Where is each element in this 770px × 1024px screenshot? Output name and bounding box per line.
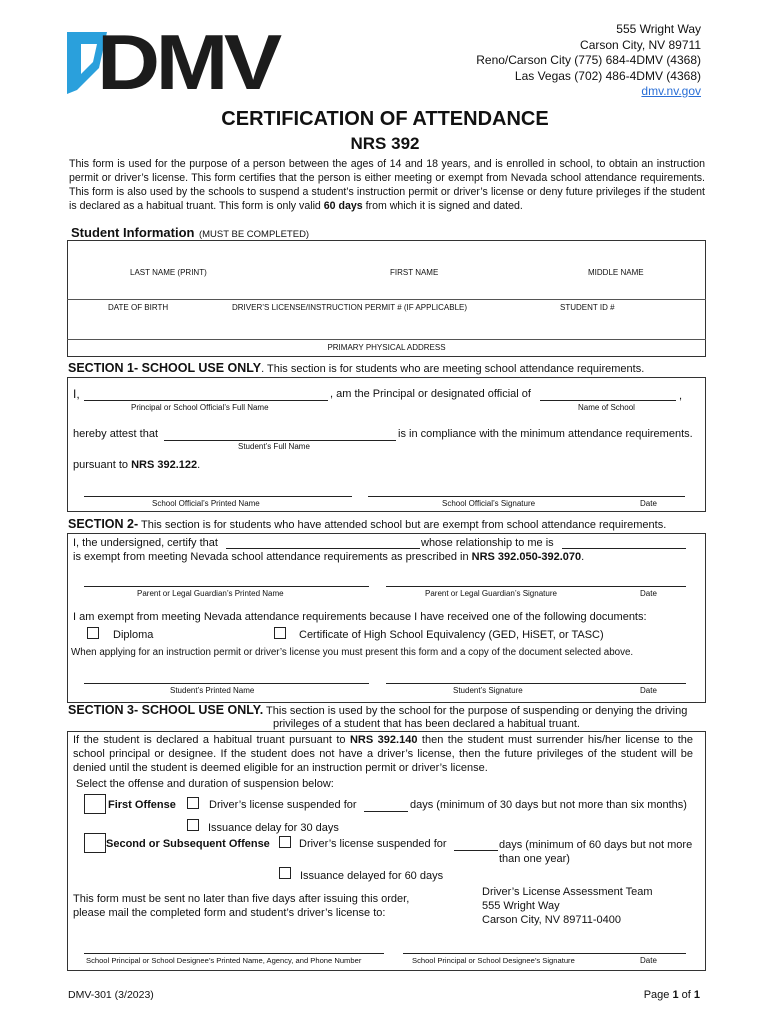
student-printed-name-field[interactable] xyxy=(84,683,369,684)
page-current: 1 xyxy=(672,989,679,1001)
intro-valid-days: 60 days xyxy=(323,200,363,212)
section2-heading xyxy=(68,517,666,531)
dob-label: DATE OF BIRTH xyxy=(108,303,169,312)
section1-title: SECTION 1- SCHOOL USE ONLY xyxy=(68,361,262,375)
first-suspended-label: Driver’s license suspended for xyxy=(209,799,357,811)
student-signature-field[interactable] xyxy=(386,683,686,684)
form-id: DMV-301 (3/2023) xyxy=(68,989,154,1001)
student-info-note: (MUST BE COMPLETED) xyxy=(198,229,310,240)
pursuant-text: pursuant to xyxy=(73,459,132,471)
student-id-fields[interactable] xyxy=(70,315,703,337)
student-name-fields[interactable] xyxy=(70,244,703,266)
intro-paragraph xyxy=(69,157,705,213)
page-number xyxy=(644,989,700,1001)
section2-present-note: When applying for an instruction permit or driver’s license you must present this form and a copy of the document selected above. xyxy=(71,647,634,658)
student-full-name-label: Student’s Full Name xyxy=(238,442,310,451)
header-address xyxy=(476,22,701,100)
guardian-printed-name-label: Parent or Legal Guardian’s Printed Name xyxy=(137,589,284,598)
designee-printed-label: School Principal or School Designee’s Printed Name, Agency, and Phone Number xyxy=(86,956,362,965)
page-total: 1 xyxy=(693,989,700,1001)
middle-name-label: MIDDLE NAME xyxy=(588,268,644,277)
section1-nrs: NRS 392.122 xyxy=(131,459,198,471)
designee-printed-field[interactable] xyxy=(84,953,384,954)
mail-line2: 555 Wright Way xyxy=(482,900,560,912)
second-delay-checkbox[interactable] xyxy=(279,867,291,879)
certified-student-field[interactable] xyxy=(226,548,420,549)
official-name-field[interactable] xyxy=(84,400,328,401)
section1-heading xyxy=(68,361,644,375)
section1-i: I, xyxy=(73,387,80,401)
relationship-field[interactable] xyxy=(562,548,686,549)
second-offense-label: Second or Subsequent Offense xyxy=(106,838,270,850)
first-delay-label: Issuance delay for 30 days xyxy=(208,822,339,834)
section1-pursuant xyxy=(73,459,200,471)
first-name-label: FIRST NAME xyxy=(390,268,439,277)
section2-desc: This section is for students who have attended school but are exempt from school attendance requirements. xyxy=(138,519,667,531)
designee-signature-label: School Principal or School Designee’s Signature xyxy=(412,956,575,965)
student-full-name-field[interactable] xyxy=(164,440,396,441)
section1-principal-text: , am the Principal or designated official of xyxy=(330,388,531,400)
section2-date-label: Date xyxy=(640,589,657,598)
address-line2: Carson City, NV 89711 xyxy=(580,37,701,52)
intro-text-before: This form is used for the purpose of a person between the ages of 14 and 18 years, and is enrolled in school, to obtain an instruction permit or driver’s license. This form certifies that the person is either meeting or exempt from Nevada school attendance requirements. This form is also used by the schools to suspend a student’s instruction permit or driver’s license or deny future privileges if the student is declared as a habitual truant. This form is only valid xyxy=(69,158,705,212)
section2-received-docs: I am exempt from meeting Nevada attendance requirements because I have received one of the following documents: xyxy=(73,611,647,623)
mailing-address xyxy=(482,885,653,927)
official-printed-name-field[interactable] xyxy=(84,496,352,497)
second-days-field[interactable] xyxy=(454,850,498,851)
first-suspended-checkbox[interactable] xyxy=(187,797,199,809)
student-printed-name-label: Student’s Printed Name xyxy=(170,686,255,695)
school-name-label: Name of School xyxy=(578,403,635,412)
first-days-text: days (minimum of 30 days but not more than six months) xyxy=(410,799,687,811)
logo-text: DMV xyxy=(97,18,278,106)
mail-line1: Driver’s License Assessment Team xyxy=(482,886,653,898)
section2-exempt xyxy=(73,551,584,563)
second-offense-box[interactable] xyxy=(84,833,106,853)
phone-reno: Reno/Carson City (775) 684-4DMV (4368) xyxy=(476,53,701,67)
section1-comma: , xyxy=(679,390,683,402)
mail-line3: Carson City, NV 89711-0400 xyxy=(482,914,621,926)
first-days-field[interactable] xyxy=(364,811,408,812)
section3-para-before: If the student is declared a habitual truant pursuant to xyxy=(73,734,350,746)
phone-vegas: Las Vegas (702) 486-4DMV (4368) xyxy=(514,68,701,83)
official-printed-name-label: School Official’s Printed Name xyxy=(152,499,260,508)
certificate-label: Certificate of High School Equivalency (GED, HiSET, or TASC) xyxy=(299,629,604,641)
exempt-text: is exempt from meeting Nevada school attendance requirements as prescribed in xyxy=(73,551,472,563)
school-name-field[interactable] xyxy=(540,400,676,401)
section2-certify: I, the undersigned, certify that xyxy=(73,537,218,549)
diploma-label: Diploma xyxy=(113,629,154,641)
exempt-period: . xyxy=(581,551,585,563)
license-label: DRIVER’S LICENSE/INSTRUCTION PERMIT # (IF APPLICABLE) xyxy=(232,303,468,312)
official-name-label: Principal or School Official’s Full Name xyxy=(131,403,269,412)
first-delay-checkbox[interactable] xyxy=(187,819,199,831)
section3-nrs: NRS 392.140 xyxy=(349,734,418,746)
website-link[interactable]: dmv.nv.gov xyxy=(641,84,701,98)
second-days-text: days (minimum of 60 days but not more than one year) xyxy=(499,839,693,865)
dmv-logo xyxy=(67,18,278,106)
section2-nrs: NRS 392.050-392.070 xyxy=(471,551,582,563)
section2-title: SECTION 2- xyxy=(68,517,139,531)
section1-attest: hereby attest that xyxy=(73,428,158,440)
intro-text-after: from which it is signed and dated. xyxy=(362,200,523,212)
section3-desc-line1: This section is used by the school for the purpose of suspending or denying the driving xyxy=(263,705,688,717)
last-name-label: LAST NAME (PRINT) xyxy=(130,268,207,277)
section3-heading xyxy=(68,703,708,717)
select-offense-text: Select the offense and duration of suspension below: xyxy=(76,778,334,790)
first-offense-box[interactable] xyxy=(84,794,106,814)
designee-signature-field[interactable] xyxy=(403,953,686,954)
section2-date-label2: Date xyxy=(640,686,657,695)
section2-relationship: whose relationship to me is xyxy=(421,537,554,549)
address-line1: 555 Wright Way xyxy=(616,22,701,36)
pursuant-period: . xyxy=(197,459,201,471)
guardian-signature-label: Parent or Legal Guardian’s Signature xyxy=(425,589,557,598)
section3-paragraph xyxy=(73,733,693,775)
address-label: PRIMARY PHYSICAL ADDRESS xyxy=(327,343,446,352)
section3-date-label: Date xyxy=(640,956,657,965)
certificate-checkbox[interactable] xyxy=(274,627,286,639)
section3-para-after: then the student must surrender his/her license to the school principal or designee. If the student does not have a driver’s license, then the future privileges of the student will be denied until the student is deemed eligible for an instruction permit or driver’s license. xyxy=(73,734,693,774)
student-signature-label: Student’s Signature xyxy=(453,686,523,695)
page-title: CERTIFICATION OF ATTENDANCE xyxy=(221,108,549,130)
section1-compliance: is in compliance with the minimum attendance requirements. xyxy=(398,428,693,440)
section1-date-label: Date xyxy=(640,499,657,508)
second-suspended-label: Driver’s license suspended for xyxy=(299,838,447,850)
diploma-checkbox[interactable] xyxy=(87,627,99,639)
page-subtitle: NRS 392 xyxy=(350,134,420,153)
official-signature-field[interactable] xyxy=(368,496,685,497)
guardian-signature-field[interactable] xyxy=(386,586,686,587)
section3-title: SECTION 3- SCHOOL USE ONLY. xyxy=(68,703,264,717)
first-offense-label: First Offense xyxy=(108,799,176,811)
page-of: of xyxy=(678,989,694,1001)
guardian-printed-name-field[interactable] xyxy=(84,586,369,587)
section3-desc-line2: privileges of a student that has been declared a habitual truant. xyxy=(273,718,580,730)
official-signature-label: School Official’s Signature xyxy=(442,499,536,508)
send-note: This form must be sent no later than five days after issuing this order, please mail the completed form and student’s driver’s license to: xyxy=(73,893,410,919)
student-info-title: Student Information xyxy=(71,225,195,240)
student-id-label: STUDENT ID # xyxy=(560,303,615,312)
second-delay-label: Issuance delayed for 60 days xyxy=(300,870,444,882)
section1-desc: . This section is for students who are meeting school attendance requirements. xyxy=(261,363,645,375)
second-suspended-checkbox[interactable] xyxy=(279,836,291,848)
page-prefix: Page xyxy=(643,989,673,1001)
